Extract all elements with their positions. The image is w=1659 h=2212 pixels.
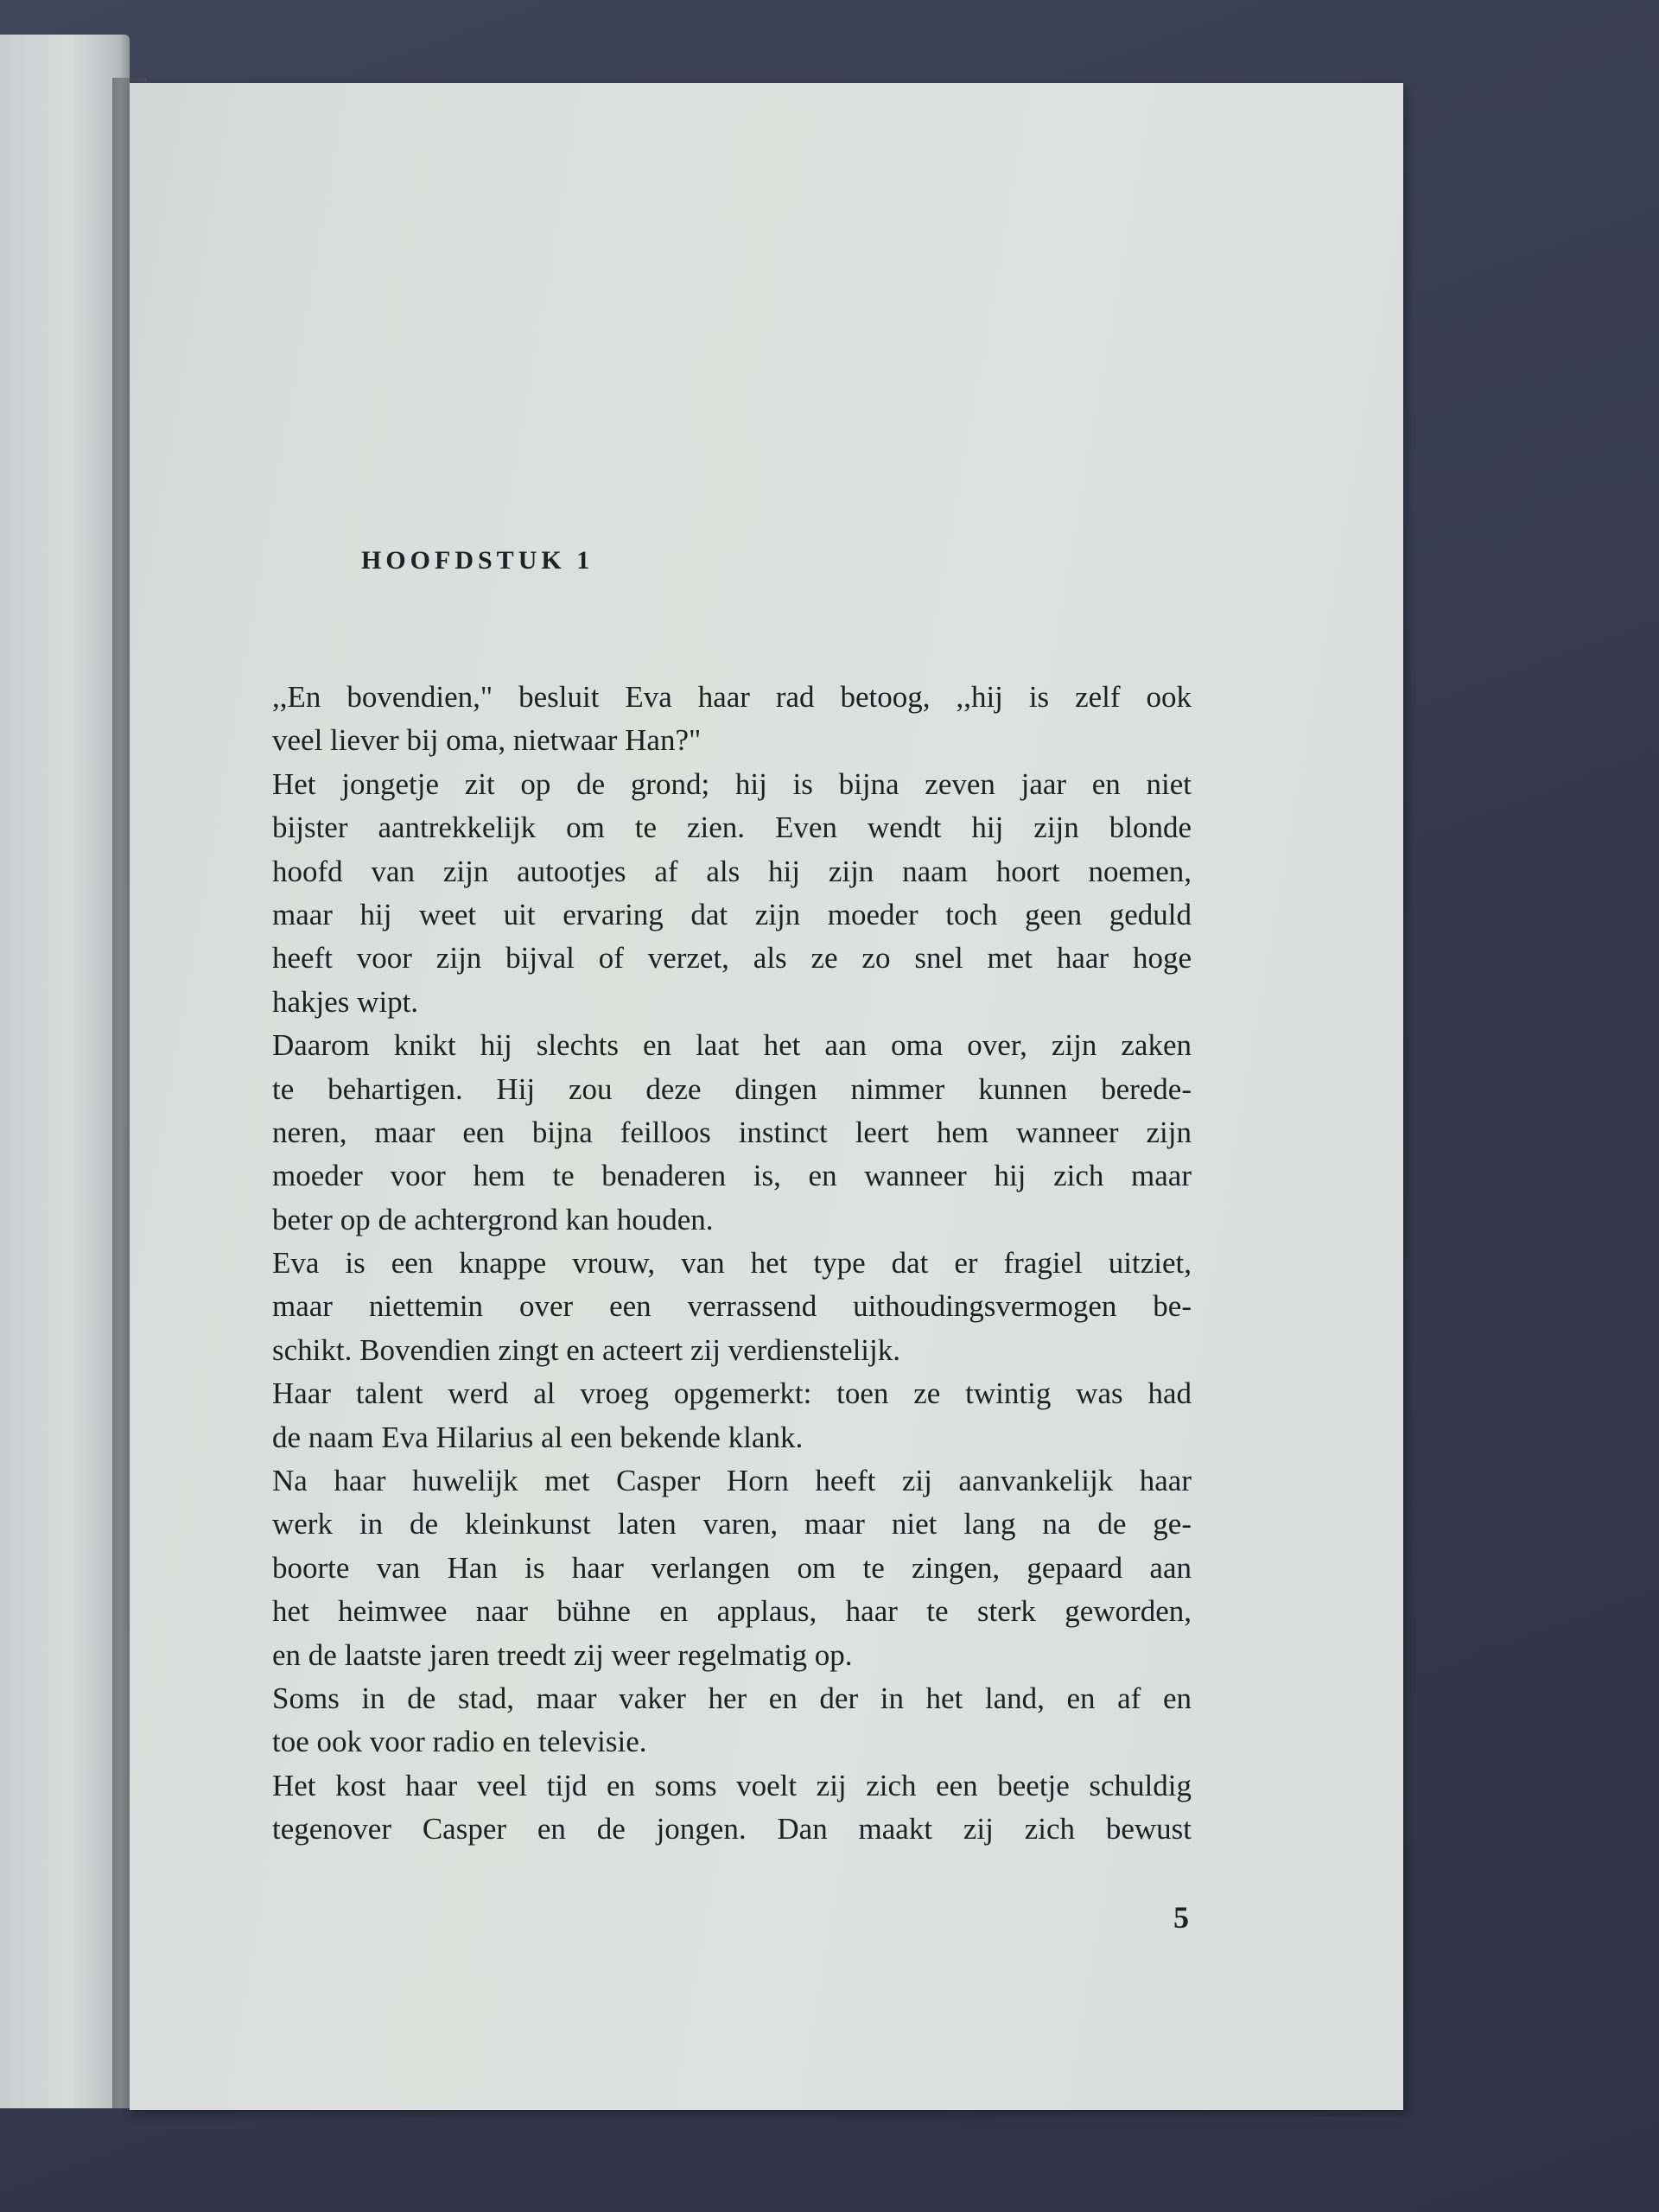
chapter-heading: HOOFDSTUK 1: [361, 546, 594, 575]
text-line: Het jongetje zit op de grond; hij is bijna zeven jaar en niet: [272, 766, 1192, 801]
body-text: [272, 676, 1192, 1852]
text-line: Eva is een knappe vrouw, van het type dat er fragiel uitziet,: [272, 1246, 1192, 1281]
text-line: maar hij weet uit ervaring dat zijn moeder toch geen geduld: [272, 897, 1192, 931]
text-line: veel liever bij oma, nietwaar Han?": [272, 723, 702, 758]
text-line: schikt. Bovendien zingt en acteert zij verdienstelijk.: [272, 1332, 900, 1367]
book-page: [130, 83, 1403, 2110]
text-line: werk in de kleinkunst laten varen, maar niet lang na de ge-: [272, 1507, 1192, 1541]
text-line: maar niettemin over een verrassend uithoudingsvermogen be-: [272, 1289, 1192, 1324]
text-line: ,,En bovendien," besluit Eva haar rad betoog, ,,hij is zelf ook: [272, 680, 1192, 714]
text-line: Haar talent werd al vroeg opgemerkt: toen ze twintig was had: [272, 1376, 1192, 1411]
text-line: beter op de achtergrond kan houden.: [272, 1202, 714, 1236]
text-line: de naam Eva Hilarius al een bekende klank.: [272, 1420, 804, 1454]
text-line: heeft voor zijn bijval of verzet, als ze zo snel met haar hoge: [272, 941, 1192, 976]
left-page-edge: [0, 35, 130, 2108]
text-line: boorte van Han is haar verlangen om te zingen, gepaard aan: [272, 1550, 1192, 1585]
text-line: moeder voor hem te benaderen is, en wanneer hij zich maar: [272, 1159, 1192, 1193]
text-line: Het kost haar veel tijd en soms voelt zij zich een beetje schuldig: [272, 1768, 1192, 1802]
text-line: hoofd van zijn autootjes af als hij zijn naam hoort noemen,: [272, 854, 1192, 888]
text-line: te behartigen. Hij zou deze dingen nimmer kunnen berede-: [272, 1071, 1192, 1106]
text-line: hakjes wipt.: [272, 984, 419, 1019]
text-line: neren, maar een bijna feilloos instinct leert hem wanneer zijn: [272, 1115, 1192, 1149]
text-line: Soms in de stad, maar vaker her en der in het land, en af en: [272, 1681, 1192, 1715]
text-line: Daarom knikt hij slechts en laat het aan oma over, zijn zaken: [272, 1028, 1192, 1063]
text-line: tegenover Casper en de jongen. Dan maakt zij zich bewust: [272, 1812, 1192, 1847]
text-line: toe ook voor radio en televisie.: [272, 1725, 647, 1759]
text-line: het heimwee naar bühne en applaus, haar te sterk geworden,: [272, 1594, 1192, 1629]
text-line: en de laatste jaren treedt zij weer regelmatig op.: [272, 1637, 853, 1672]
page-number: 5: [1173, 1900, 1189, 1935]
text-line: Na haar huwelijk met Casper Horn heeft zij aanvankelijk haar: [272, 1464, 1192, 1498]
text-line: bijster aantrekkelijk om te zien. Even wendt hij zijn blonde: [272, 810, 1192, 845]
